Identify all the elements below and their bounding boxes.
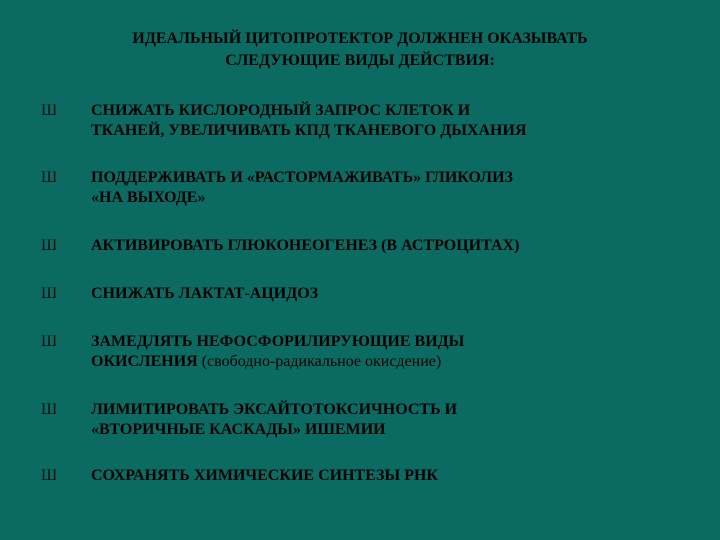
item-text-line: АКТИВИРОВАТЬ ГЛЮКОНЕОГЕНЕЗ (В АСТРОЦИТАХ) — [91, 237, 520, 254]
bullet-icon: Ш — [41, 401, 58, 418]
item-text-line: ТКАНЕЙ, УВЕЛИЧИВАТЬ КПД ТКАНЕВОГО ДЫХАНИЯ — [91, 122, 527, 139]
item-text-line: СОХРАНЯТЬ ХИМИЧЕСКИЕ СИНТЕЗЫ РНК — [91, 467, 439, 484]
item-text-note: (свободно-радикальное окисдение) — [201, 353, 442, 370]
bullet-icon: Ш — [41, 285, 58, 302]
item-text-main: ОКИСЛЕНИЯ — [91, 353, 198, 370]
item-text-line: «НА ВЫХОДЕ» — [91, 189, 206, 206]
item-text-line — [91, 352, 691, 372]
title-line-2: СЛЕДУЮЩИЕ ВИДЫ ДЕЙСТВИЯ: — [225, 52, 495, 69]
bullet-icon: Ш — [41, 467, 58, 484]
item-text-line: ЗАМЕДЛЯТЬ НЕФОСФОРИЛИРУЮЩИЕ ВИДЫ — [91, 333, 465, 350]
title-line-1: ИДЕАЛЬНЫЙ ЦИТОПРОТЕКТОР ДОЛЖНЕН ОКАЗЫВАТЬ — [132, 30, 588, 47]
item-text-line: ЛИМИТИРОВАТЬ ЭКСАЙТОТОКСИЧНОСТЬ И — [91, 401, 458, 418]
item-text-line: СНИЖАТЬ КИСЛОРОДНЫЙ ЗАПРОС КЛЕТОК И — [91, 102, 471, 119]
item-text-line: ПОДДЕРЖИВАТЬ И «РАСТОРМАЖИВАТЬ» ГЛИКОЛИЗ — [91, 169, 513, 186]
item-text-line: «ВТОРИЧНЫЕ КАСКАДЫ» ИШЕМИИ — [91, 421, 386, 438]
bullet-icon: Ш — [41, 333, 58, 350]
item-text-line: СНИЖАТЬ ЛАКТАТ-АЦИДОЗ — [91, 285, 319, 302]
bullet-icon: Ш — [41, 102, 58, 119]
slide-title — [40, 28, 680, 72]
bullet-icon: Ш — [41, 237, 58, 254]
bullet-icon: Ш — [41, 169, 58, 186]
